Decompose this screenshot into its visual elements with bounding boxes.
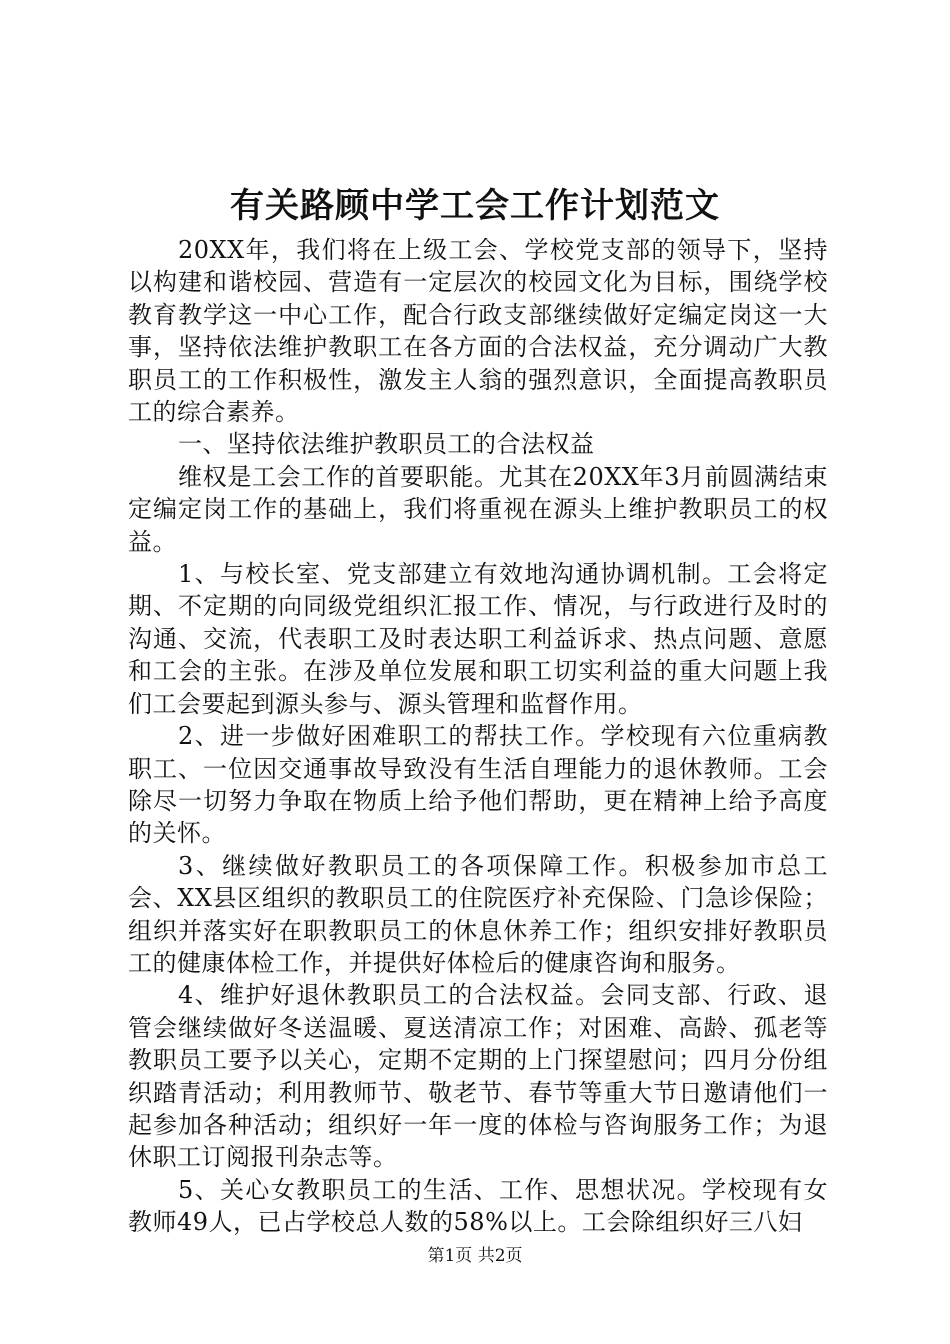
page-footer: 第1页 共2页: [427, 1246, 523, 1266]
paragraph-item-1: 1、与校长室、党支部建立有效地沟通协调机制。工会将定期、不定期的向同级党组织汇报工作、情况，与行政进行及时的沟通、交流，代表职工及时表达职工利益诉求、热点问题、意愿和工会的主张。在涉及单位发展和职工切实利益的重大问题上我们工会要起到源头参与、源头管理和监督作用。: [128, 560, 828, 718]
paragraph-intro: 20XX年，我们将在上级工会、学校党支部的领导下，坚持以构建和谐校园、营造有一定层次的校园文化为目标，围绕学校教育教学这一中心工作，配合行政支部继续做好定编定岗这一大事，坚持依法维护教职工在各方面的合法权益，充分调动广大教职员工的工作积极性，激发主人翁的强烈意识，全面提高教职员工的综合素养。: [128, 236, 828, 427]
document-body: [128, 234, 828, 1239]
paragraph-item-2: 2、进一步做好困难职工的帮扶工作。学校现有六位重病教职工、一位因交通事故导致没有生活自理能力的退休教师。工会除尽一切努力争取在物质上给予他们帮助，更在精神上给予高度的关怀。: [128, 722, 828, 848]
section-heading-1: 一、坚持依法维护教职员工的合法权益: [178, 430, 595, 459]
paragraph-item-3: 3、继续做好教职员工的各项保障工作。积极参加市总工会、XX县区组织的教职员工的住院医疗补充保险、门急诊保险；组织并落实好在职教职员工的休息休养工作；组织安排好教职员工的健康体检工作，并提供好体检后的健康咨询和服务。: [128, 851, 828, 977]
paragraph-rights: 维权是工会工作的首要职能。尤其在20XX年3月前圆满结束定编定岗工作的基础上，我们将重视在源头上维护教职员工的权益。: [128, 462, 828, 556]
paragraph-item-5: 5、关心女教职员工的生活、工作、思想状况。学校现有女教师49人，已占学校总人数的58%以上。工会除组织好三八妇: [128, 1175, 828, 1237]
document-title: 有关路顾中学工会工作计划范文: [230, 186, 720, 226]
paragraph-item-4: 4、维护好退休教职员工的合法权益。会同支部、行政、退管会继续做好冬送温暖、夏送清凉工作；对困难、高龄、孤老等教职员工要予以关心，定期不定期的上门探望慰问；四月分份组织踏青活动；利用教师节、敬老节、春节等重大节日邀请他们一起参加各种活动；组织好一年一度的体检与咨询服务工作；为退休职工订阅报刊杂志等。: [128, 981, 828, 1172]
